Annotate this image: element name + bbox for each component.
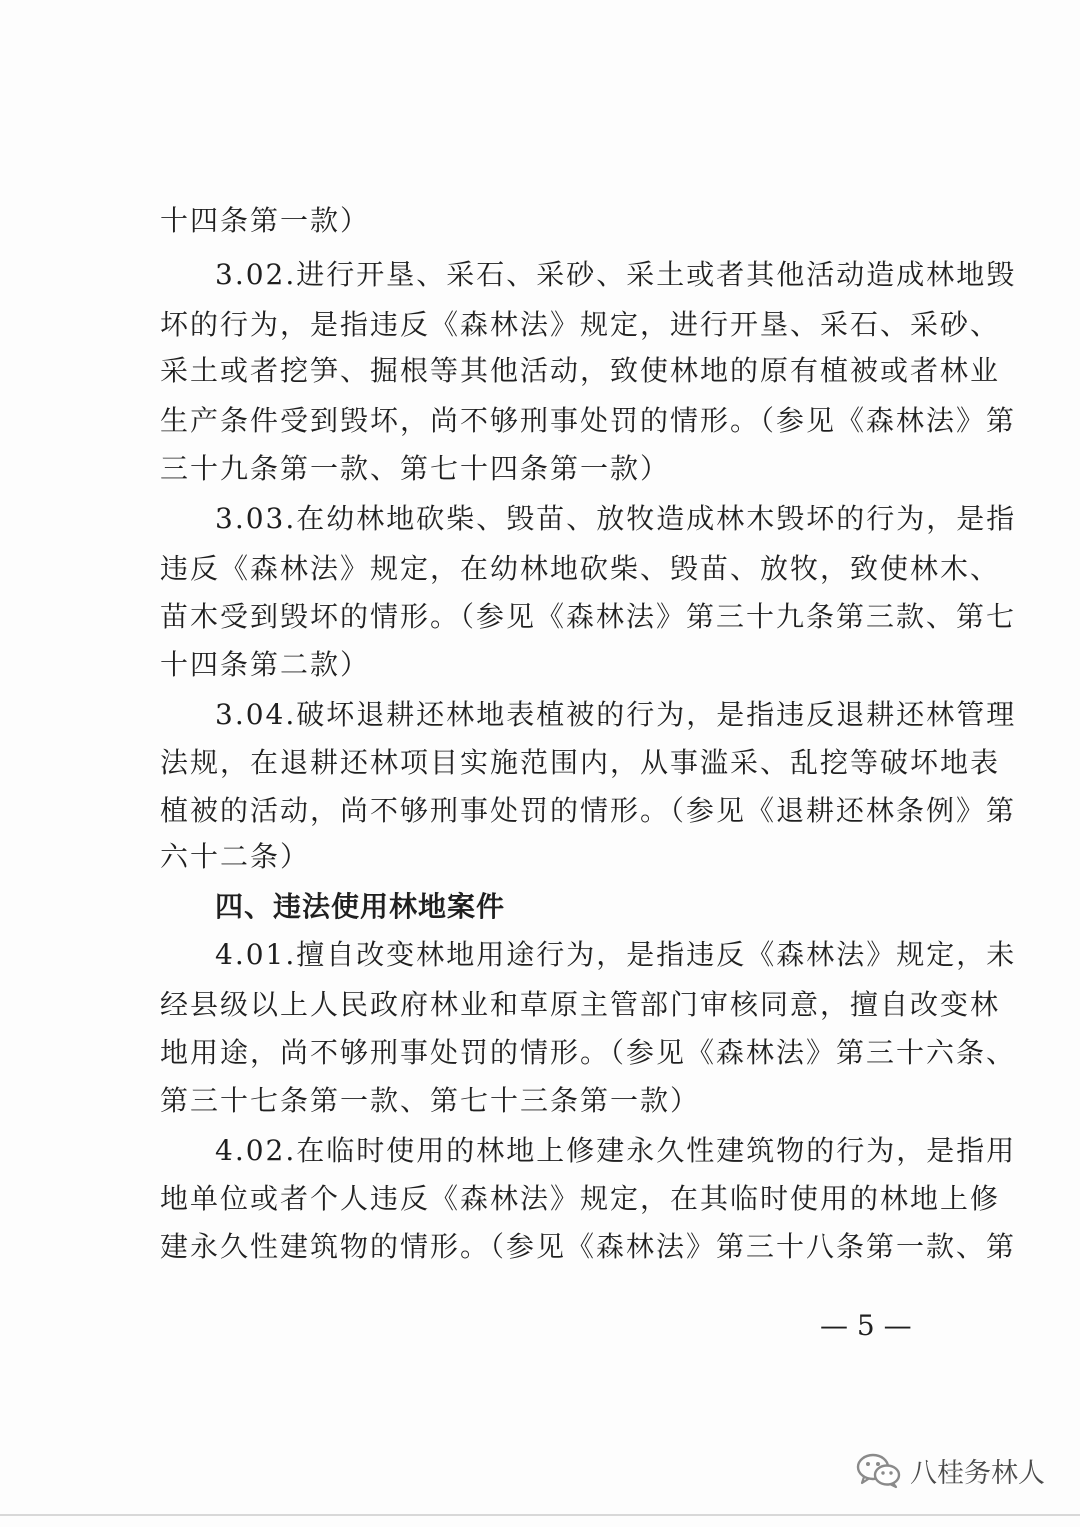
text-line: 建永久性建筑物的情形。（参见《森林法》第三十八条第一款、第 (160, 1230, 1017, 1263)
bottom-divider (0, 1514, 1080, 1516)
text-line: 经县级以上人民政府林业和草原主管部门审核同意，擅自改变林 (160, 988, 1001, 1021)
clause-4-01-start: 4.01.擅自改变林地用途行为，是指违反《森林法》规定，未 (215, 938, 1017, 971)
text-line: 苗木受到毁坏的情形。（参见《森林法》第三十九条第三款、第七 (160, 600, 1017, 633)
text-line: 六十二条） (160, 840, 311, 873)
text-line: 地单位或者个人违反《森林法》规定，在其临时使用的林地上修 (160, 1182, 1001, 1215)
text-line: 植被的活动，尚不够刑事处罚的情形。（参见《退耕还林条例》第 (160, 794, 1017, 827)
text-line: 三十九条第一款、第七十四条第一款） (160, 452, 671, 485)
section-heading-4: 四、违法使用林地案件 (215, 890, 506, 923)
clause-4-02-start: 4.02.在临时使用的林地上修建永久性建筑物的行为，是指用 (215, 1134, 1017, 1167)
text-line: 坏的行为，是指违反《森林法》规定，进行开垦、采石、采砂、 (160, 308, 1001, 341)
watermark-text: 八桂务林人 (910, 1457, 1045, 1489)
clause-3-04-start: 3.04.破坏退耕还林地表植被的行为，是指违反退耕还林管理 (215, 698, 1017, 731)
text-line: 生产条件受到毁坏，尚不够刑事处罚的情形。（参见《森林法》第 (160, 404, 1017, 437)
page-number: — 5 — (820, 1309, 912, 1342)
text-line: 地用途，尚不够刑事处罚的情形。（参见《森林法》第三十六条、 (160, 1036, 1017, 1069)
wechat-icon (856, 1452, 902, 1488)
text-line: 采土或者挖笋、掘根等其他活动，致使林地的原有植被或者林业 (160, 354, 1001, 387)
text-line: 违反《森林法》规定，在幼林地砍柴、毁苗、放牧，致使林木、 (160, 552, 1001, 585)
clause-3-03-start: 3.03.在幼林地砍柴、毁苗、放牧造成林木毁坏的行为，是指 (215, 502, 1017, 535)
clause-3-02-start: 3.02.进行开垦、采石、采砂、采土或者其他活动造成林地毁 (215, 258, 1017, 291)
text-line: 十四条第一款） (160, 204, 371, 237)
text-line: 第三十七条第一款、第七十三条第一款） (160, 1084, 701, 1117)
text-line: 法规，在退耕还林项目实施范围内，从事滥采、乱挖等破坏地表 (160, 746, 1001, 779)
text-line: 十四条第二款） (160, 648, 371, 681)
watermark (856, 1448, 1056, 1492)
